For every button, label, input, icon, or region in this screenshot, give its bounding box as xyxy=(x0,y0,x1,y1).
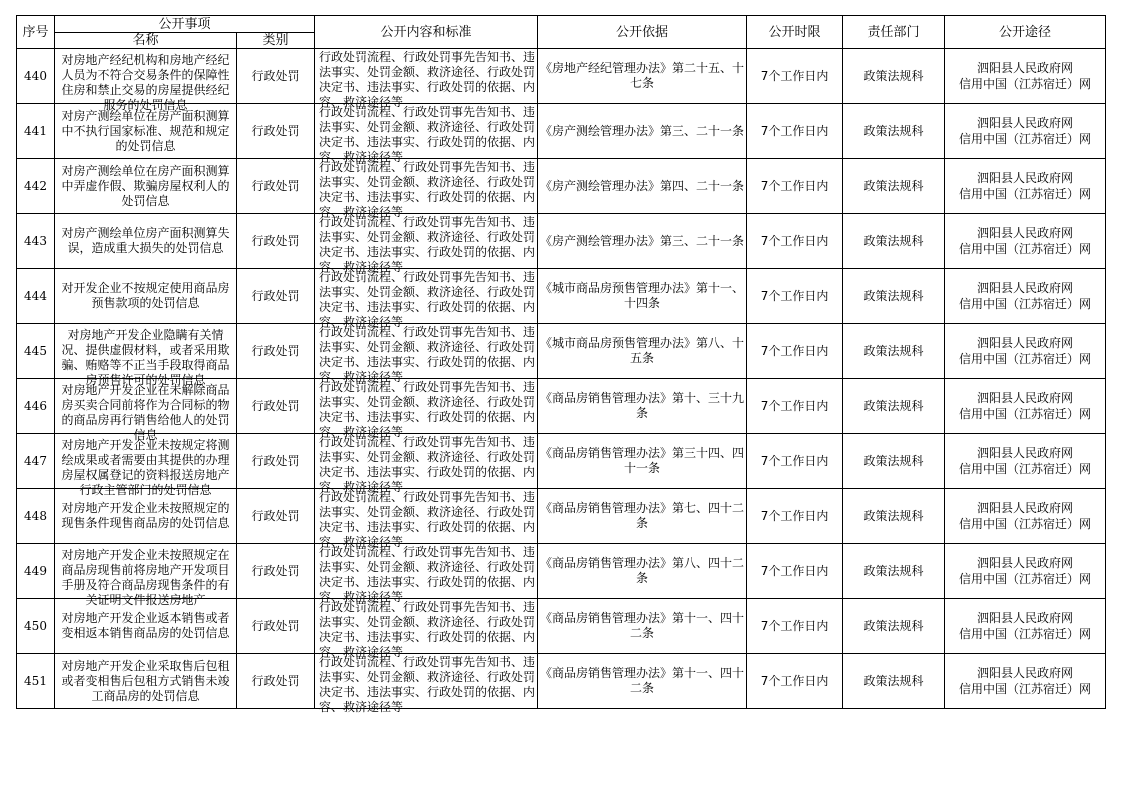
row-dept xyxy=(843,214,945,269)
table-row xyxy=(17,159,1106,214)
row-basis-text: 《房产测绘管理办法》第四、二十一条 xyxy=(540,178,745,193)
row-channel-credit: 信用中国（江苏宿迁）网 xyxy=(959,352,1092,366)
row-content-text: 行政处罚流程、行政处罚事先告知书、违法事实、处罚金额、救济途径、行政处罚决定书、违法事实、行政处罚的依据、内容、救济途径等 xyxy=(319,600,536,659)
disclosure-table xyxy=(16,15,1106,714)
header-channel: 公开途径 xyxy=(945,16,1106,49)
row-basis-text: 《商品房销售管理办法》第七、四十二条 xyxy=(540,501,745,530)
row-basis xyxy=(538,159,747,214)
row-name-text: 对房地产开发企业未按规定将测绘成果或者需要由其提供的办理房屋权属登记的资料报送房地产行政主管部门的处罚信息 xyxy=(61,438,230,497)
row-content-text: 行政处罚流程、行政处罚事先告知书、违法事实、处罚金额、救济途径、行政处罚决定书、违法事实、行政处罚的依据、内容、救济途径等 xyxy=(319,435,536,494)
row-seq xyxy=(17,269,55,324)
row-time-limit xyxy=(747,269,843,324)
row-dept-text: 政策法规科 xyxy=(863,68,924,83)
row-channel-website: 泗阳县人民政府网 xyxy=(977,611,1074,625)
row-seq xyxy=(17,49,55,104)
row-dept-text: 政策法规科 xyxy=(863,233,924,248)
row-time-limit xyxy=(747,49,843,104)
row-content xyxy=(315,489,538,549)
table-row xyxy=(17,214,1106,269)
header-time-limit: 公开时限 xyxy=(747,16,843,49)
row-basis xyxy=(538,104,747,159)
row-basis-text: 《商品房销售管理办法》第三十四、四十一条 xyxy=(540,446,745,475)
header-dept: 责任部门 xyxy=(843,16,945,49)
table-row xyxy=(17,434,1106,489)
row-channel-credit: 信用中国（江苏宿迁）网 xyxy=(959,187,1092,201)
row-seq xyxy=(17,489,55,544)
row-channel-website: 泗阳县人民政府网 xyxy=(977,281,1074,295)
row-channel-credit: 信用中国（江苏宿迁）网 xyxy=(959,132,1092,146)
row-dept xyxy=(843,379,945,434)
header-category: 类别 xyxy=(237,33,315,49)
row-name-text: 对房产测绘单位在房产面积测算中不执行国家标准、规范和规定的处罚信息 xyxy=(61,108,230,153)
row-category-text: 行政处罚 xyxy=(251,673,300,688)
row-channel xyxy=(945,104,1106,159)
row-channel-credit: 信用中国（江苏宿迁）网 xyxy=(959,77,1092,91)
row-content-text: 行政处罚流程、行政处罚事先告知书、违法事实、处罚金额、救济途径、行政处罚决定书、违法事实、行政处罚的依据、内容、救济途径等 xyxy=(319,50,536,109)
row-category xyxy=(237,599,315,654)
row-channel-website: 泗阳县人民政府网 xyxy=(977,556,1074,570)
row-category-text: 行政处罚 xyxy=(251,178,300,193)
row-channel-website: 泗阳县人民政府网 xyxy=(977,501,1074,515)
header-name: 名称 xyxy=(55,33,237,49)
row-channel-website: 泗阳县人民政府网 xyxy=(977,666,1074,680)
header-matter-group: 公开事项 xyxy=(55,16,315,33)
row-time-limit xyxy=(747,599,843,654)
row-seq-text: 451 xyxy=(24,673,47,688)
row-time-limit xyxy=(747,214,843,269)
row-name xyxy=(55,434,237,497)
row-seq-text: 442 xyxy=(24,178,47,193)
row-time-limit xyxy=(747,159,843,214)
row-dept-text: 政策法规科 xyxy=(863,178,924,193)
row-channel xyxy=(945,544,1106,599)
row-name xyxy=(55,49,237,112)
row-basis xyxy=(538,269,747,324)
row-basis-text: 《城市商品房预售管理办法》第十一、十四条 xyxy=(540,281,745,310)
row-basis xyxy=(538,214,747,269)
row-category xyxy=(237,434,315,489)
row-time-limit xyxy=(747,104,843,159)
row-seq xyxy=(17,544,55,599)
row-content-text: 行政处罚流程、行政处罚事先告知书、违法事实、处罚金额、救济途径、行政处罚决定书、违法事实、行政处罚的依据、内容、救济途径等 xyxy=(319,215,536,274)
row-dept-text: 政策法规科 xyxy=(863,508,924,523)
row-name-text: 对房产测绘单位房产面积测算失误，造成重大损失的处罚信息 xyxy=(61,226,230,255)
row-channel xyxy=(945,379,1106,434)
row-seq xyxy=(17,104,55,159)
row-time-limit-text: 7个工作日内 xyxy=(760,178,829,193)
table-row xyxy=(17,654,1106,709)
row-name-text: 对房地产经纪机构和房地产经纪人员为不符合交易条件的保障性住房和禁止交易的房屋提供经纪服务的处罚信息 xyxy=(61,53,230,112)
row-name xyxy=(55,324,237,387)
row-channel-website: 泗阳县人民政府网 xyxy=(977,391,1074,405)
row-time-limit-text: 7个工作日内 xyxy=(760,563,829,578)
row-channel-credit: 信用中国（江苏宿迁）网 xyxy=(959,297,1092,311)
row-content-text: 行政处罚流程、行政处罚事先告知书、违法事实、处罚金额、救济途径、行政处罚决定书、违法事实、行政处罚的依据、内容、救济途径等 xyxy=(319,325,536,384)
row-seq xyxy=(17,214,55,269)
row-seq xyxy=(17,159,55,214)
row-seq-text: 449 xyxy=(24,563,47,578)
row-basis xyxy=(538,489,747,544)
row-dept-text: 政策法规科 xyxy=(863,288,924,303)
row-name xyxy=(55,379,237,442)
row-time-limit xyxy=(747,544,843,599)
row-name-text: 对开发企业不按规定使用商品房预售款项的处罚信息 xyxy=(61,281,230,310)
row-channel-website: 泗阳县人民政府网 xyxy=(977,61,1074,75)
row-basis-text: 《房产测绘管理办法》第三、二十一条 xyxy=(540,233,745,248)
row-content xyxy=(315,654,538,714)
row-content xyxy=(315,49,538,109)
row-seq-text: 450 xyxy=(24,618,47,633)
row-content-text: 行政处罚流程、行政处罚事先告知书、违法事实、处罚金额、救济途径、行政处罚决定书、违法事实、行政处罚的依据、内容、救济途径等 xyxy=(319,490,536,549)
row-name xyxy=(55,269,237,324)
row-seq xyxy=(17,599,55,654)
row-name xyxy=(55,214,237,269)
row-dept-text: 政策法规科 xyxy=(863,618,924,633)
row-content xyxy=(315,269,538,329)
row-content-text: 行政处罚流程、行政处罚事先告知书、违法事实、处罚金额、救济途径、行政处罚决定书、违法事实、行政处罚的依据、内容、救济途径等 xyxy=(319,270,536,329)
row-category-text: 行政处罚 xyxy=(251,233,300,248)
row-channel-website: 泗阳县人民政府网 xyxy=(977,116,1074,130)
row-name-text: 对房地产开发企业未按照规定在商品房现售前将房地产开发项目手册及符合商品房现售条件的有关证明文件报送房地产 xyxy=(61,548,230,607)
row-name-text: 对房地产开发企业隐瞒有关情况、提供虚假材料，或者采用欺骗、贿赂等不正当手段取得商品房预售许可的处罚信息 xyxy=(61,328,230,387)
row-channel-credit: 信用中国（江苏宿迁）网 xyxy=(959,682,1092,696)
row-channel xyxy=(945,489,1106,544)
row-seq-text: 443 xyxy=(24,233,47,248)
row-content xyxy=(315,599,538,659)
row-category-text: 行政处罚 xyxy=(251,563,300,578)
row-time-limit-text: 7个工作日内 xyxy=(760,233,829,248)
row-category xyxy=(237,49,315,104)
row-channel-credit: 信用中国（江苏宿迁）网 xyxy=(959,407,1092,421)
row-name-text: 对房地产开发企业返本销售或者变相返本销售商品房的处罚信息 xyxy=(61,611,230,640)
row-dept xyxy=(843,434,945,489)
row-content xyxy=(315,379,538,439)
row-dept xyxy=(843,599,945,654)
row-seq-text: 440 xyxy=(24,68,47,83)
row-name-text: 对房地产开发企业在未解除商品房买卖合同前将作为合同标的物的商品房再行销售给他人的处罚信息 xyxy=(61,383,230,442)
row-name-text: 对房地产开发企业未按照规定的现售条件现售商品房的处罚信息 xyxy=(61,501,230,530)
row-dept-text: 政策法规科 xyxy=(863,673,924,688)
row-basis-text: 《商品房销售管理办法》第十、三十九条 xyxy=(540,391,745,420)
row-category xyxy=(237,544,315,599)
row-basis-text: 《房产测绘管理办法》第三、二十一条 xyxy=(540,123,745,138)
row-content-text: 行政处罚流程、行政处罚事先告知书、违法事实、处罚金额、救济途径、行政处罚决定书、违法事实、行政处罚的依据、内容、救济途径等 xyxy=(319,160,536,219)
row-dept-text: 政策法规科 xyxy=(863,453,924,468)
row-category-text: 行政处罚 xyxy=(251,343,300,358)
row-content-text: 行政处罚流程、行政处罚事先告知书、违法事实、处罚金额、救济途径、行政处罚决定书、违法事实、行政处罚的依据、内容、救济途径等 xyxy=(319,105,536,164)
row-name xyxy=(55,544,237,607)
table-row xyxy=(17,49,1106,104)
row-channel-credit: 信用中国（江苏宿迁）网 xyxy=(959,242,1092,256)
row-category xyxy=(237,379,315,434)
table-body xyxy=(17,49,1106,714)
row-channel-credit: 信用中国（江苏宿迁）网 xyxy=(959,627,1092,641)
row-name-text: 对房产测绘单位在房产面积测算中弄虚作假、欺骗房屋权利人的处罚信息 xyxy=(61,163,230,208)
row-basis-text: 《房地产经纪管理办法》第二十五、十七条 xyxy=(540,61,745,90)
row-dept xyxy=(843,159,945,214)
row-time-limit-text: 7个工作日内 xyxy=(760,343,829,358)
row-dept xyxy=(843,49,945,104)
row-channel xyxy=(945,214,1106,269)
row-seq-text: 448 xyxy=(24,508,47,523)
header-basis: 公开依据 xyxy=(538,16,747,49)
row-time-limit-text: 7个工作日内 xyxy=(760,123,829,138)
row-basis-text: 《城市商品房预售管理办法》第八、十五条 xyxy=(540,336,745,365)
header-content: 公开内容和标准 xyxy=(315,16,538,49)
row-seq-text: 441 xyxy=(24,123,47,138)
row-category xyxy=(237,269,315,324)
row-seq-text: 445 xyxy=(24,343,47,358)
row-category xyxy=(237,324,315,379)
row-dept-text: 政策法规科 xyxy=(863,343,924,358)
row-category-text: 行政处罚 xyxy=(251,68,300,83)
row-basis-text: 《商品房销售管理办法》第十一、四十二条 xyxy=(540,666,745,695)
row-time-limit-text: 7个工作日内 xyxy=(760,618,829,633)
table-row xyxy=(17,269,1106,324)
row-content xyxy=(315,214,538,274)
row-seq xyxy=(17,654,55,709)
row-category xyxy=(237,654,315,709)
row-dept xyxy=(843,654,945,709)
row-name-text: 对房地产开发企业采取售后包租或者变相售后包租方式销售未竣工商品房的处罚信息 xyxy=(61,658,230,703)
row-category-text: 行政处罚 xyxy=(251,288,300,303)
row-channel-website: 泗阳县人民政府网 xyxy=(977,226,1074,240)
row-time-limit-text: 7个工作日内 xyxy=(760,68,829,83)
row-seq-text: 446 xyxy=(24,398,47,413)
row-category-text: 行政处罚 xyxy=(251,453,300,468)
row-channel-credit: 信用中国（江苏宿迁）网 xyxy=(959,462,1092,476)
header-seq: 序号 xyxy=(17,16,55,49)
row-channel-credit: 信用中国（江苏宿迁）网 xyxy=(959,572,1092,586)
row-content xyxy=(315,159,538,219)
row-basis-text: 《商品房销售管理办法》第八、四十二条 xyxy=(540,556,745,585)
row-dept xyxy=(843,489,945,544)
row-category-text: 行政处罚 xyxy=(251,618,300,633)
row-basis xyxy=(538,324,747,379)
row-content-text: 行政处罚流程、行政处罚事先告知书、违法事实、处罚金额、救济途径、行政处罚决定书、违法事实、行政处罚的依据、内容、救济途径等 xyxy=(319,655,536,714)
row-category xyxy=(237,104,315,159)
table-row xyxy=(17,379,1106,434)
row-category xyxy=(237,214,315,269)
row-time-limit xyxy=(747,434,843,489)
row-channel xyxy=(945,324,1106,379)
row-seq xyxy=(17,379,55,434)
row-dept-text: 政策法规科 xyxy=(863,123,924,138)
row-basis xyxy=(538,434,747,489)
row-basis xyxy=(538,544,747,599)
row-category-text: 行政处罚 xyxy=(251,123,300,138)
table-header xyxy=(17,16,1106,49)
row-dept-text: 政策法规科 xyxy=(863,563,924,578)
row-time-limit-text: 7个工作日内 xyxy=(760,288,829,303)
table-row xyxy=(17,104,1106,159)
row-time-limit xyxy=(747,489,843,544)
row-content-text: 行政处罚流程、行政处罚事先告知书、违法事实、处罚金额、救济途径、行政处罚决定书、违法事实、行政处罚的依据、内容、救济途径等 xyxy=(319,380,536,439)
row-content xyxy=(315,544,538,604)
row-time-limit-text: 7个工作日内 xyxy=(760,673,829,688)
row-basis-text: 《商品房销售管理办法》第十一、四十二条 xyxy=(540,611,745,640)
row-category xyxy=(237,489,315,544)
row-channel-website: 泗阳县人民政府网 xyxy=(977,446,1074,460)
row-category xyxy=(237,159,315,214)
row-category-text: 行政处罚 xyxy=(251,398,300,413)
row-seq-text: 447 xyxy=(24,453,47,468)
row-content-text: 行政处罚流程、行政处罚事先告知书、违法事实、处罚金额、救济途径、行政处罚决定书、违法事实、行政处罚的依据、内容、救济途径等 xyxy=(319,545,536,604)
table-row xyxy=(17,324,1106,379)
row-dept xyxy=(843,324,945,379)
row-basis xyxy=(538,599,747,654)
row-time-limit-text: 7个工作日内 xyxy=(760,508,829,523)
row-seq xyxy=(17,324,55,379)
row-time-limit-text: 7个工作日内 xyxy=(760,398,829,413)
row-channel xyxy=(945,49,1106,104)
row-time-limit xyxy=(747,324,843,379)
row-content xyxy=(315,104,538,164)
row-seq-text: 444 xyxy=(24,288,47,303)
row-channel-website: 泗阳县人民政府网 xyxy=(977,336,1074,350)
row-channel xyxy=(945,269,1106,324)
row-seq xyxy=(17,434,55,489)
row-content xyxy=(315,324,538,384)
row-name xyxy=(55,654,237,709)
row-time-limit xyxy=(747,379,843,434)
row-name xyxy=(55,104,237,159)
row-name xyxy=(55,159,237,214)
row-channel-website: 泗阳县人民政府网 xyxy=(977,171,1074,185)
row-dept xyxy=(843,269,945,324)
row-channel xyxy=(945,434,1106,489)
row-category-text: 行政处罚 xyxy=(251,508,300,523)
row-channel xyxy=(945,599,1106,654)
row-time-limit xyxy=(747,654,843,709)
row-basis xyxy=(538,49,747,104)
row-channel xyxy=(945,159,1106,214)
row-content xyxy=(315,434,538,494)
row-channel xyxy=(945,654,1106,709)
row-basis xyxy=(538,379,747,434)
table-row xyxy=(17,544,1106,599)
row-dept xyxy=(843,104,945,159)
row-time-limit-text: 7个工作日内 xyxy=(760,453,829,468)
row-dept xyxy=(843,544,945,599)
row-basis xyxy=(538,654,747,709)
row-dept-text: 政策法规科 xyxy=(863,398,924,413)
row-channel-credit: 信用中国（江苏宿迁）网 xyxy=(959,517,1092,531)
